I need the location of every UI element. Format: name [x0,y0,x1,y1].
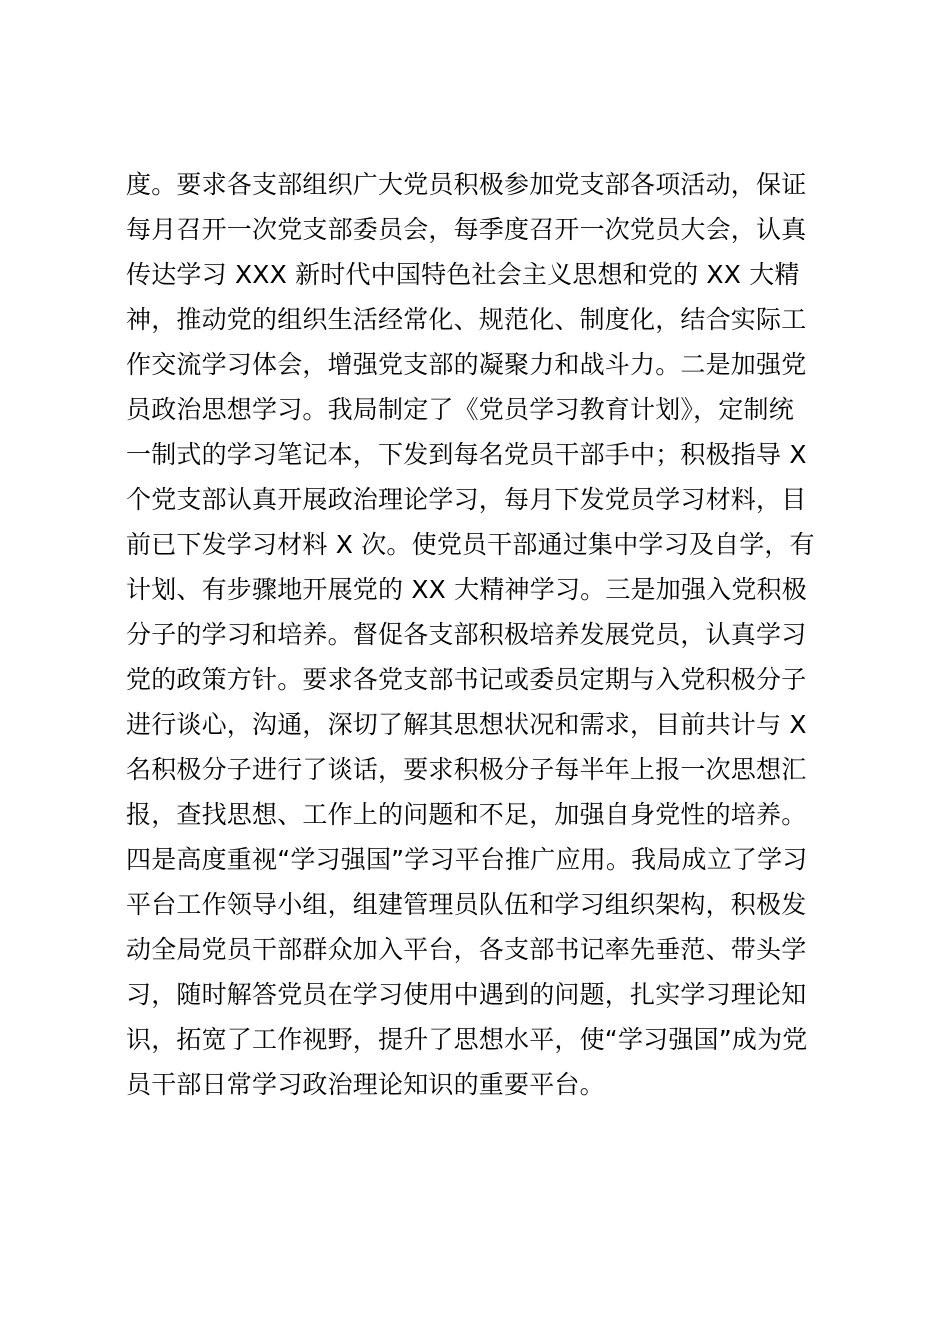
text-line: 个党支部认真开展政治理论学习，每月下发党员学习材料，目 [126,485,807,514]
text-line: 一制式的学习笔记本，下发到每名党员干部手中；积极指导 X [126,440,807,469]
text-line: 平台工作领导小组，组建管理员队伍和学习组织架构，积极发 [126,890,807,919]
text-line: 传达学习 XXX 新时代中国特色社会主义思想和党的 XX 大精 [126,260,800,289]
body-paragraph [126,162,846,1107]
text-line: 员政治思想学习。我局制定了《党员学习教育计划》，定制统 [126,395,794,424]
text-line: 作交流学习体会，增强党支部的凝聚力和战斗力。二是加强党 [126,350,807,379]
text-line: 计划、有步骤地开展党的 XX 大精神学习。三是加强入党积极 [126,575,807,604]
text-line: 神，推动党的组织生活经常化、规范化、制度化，结合实际工 [126,305,807,334]
text-line: 度。要求各支部组织广大党员积极参加党支部各项活动，保证 [126,170,807,199]
text-line: 前已下发学习材料 X 次。使党员干部通过集中学习及自学，有 [126,530,815,559]
text-line: 四是高度重视“学习强国”学习平台推广应用。我局成立了学习 [126,845,808,874]
text-line: 分子的学习和培养。督促各支部积极培养发展党员，认真学习 [126,620,807,649]
text-line: 动全局党员干部群众加入平台，各支部书记率先垂范、带头学 [126,935,807,964]
text-line: 习，随时解答党员在学习使用中遇到的问题，扎实学习理论知 [126,980,807,1009]
text-line: 报，查找思想、工作上的问题和不足，加强自身党性的培养。 [126,800,807,829]
text-line: 进行谈心，沟通，深切了解其思想状况和需求，目前共计与 X [126,710,807,739]
text-line: 名积极分子进行了谈话，要求积极分子每半年上报一次思想汇 [126,755,807,784]
text-line: 员干部日常学习政治理论知识的重要平台。 [126,1070,605,1099]
text-line: 每月召开一次党支部委员会，每季度召开一次党员大会，认真 [126,215,807,244]
text-line: 党的政策方针。要求各党支部书记或委员定期与入党积极分子 [126,665,807,694]
text-line: 识，拓宽了工作视野，提升了思想水平，使“学习强国”成为党 [126,1025,808,1054]
